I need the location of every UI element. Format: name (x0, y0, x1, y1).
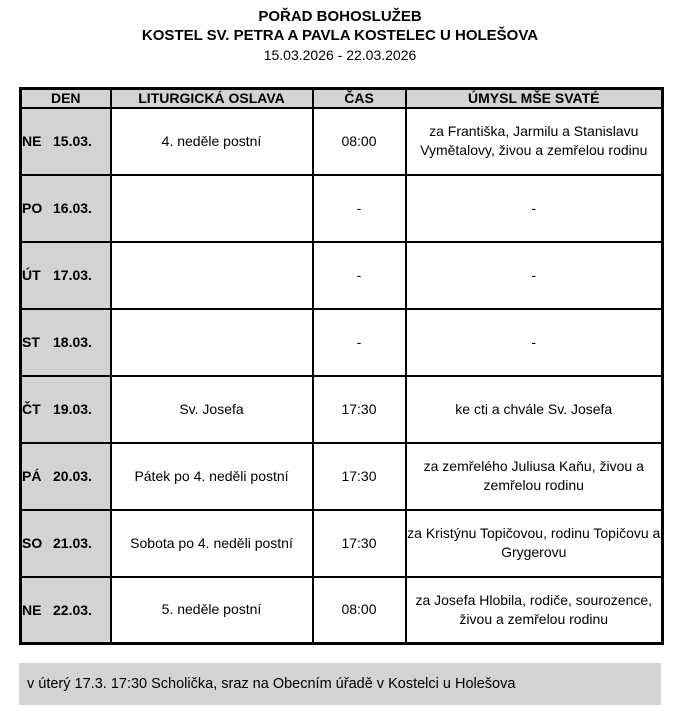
intention-cell: za zemřelého Juliusa Kaňu, živou a zemřelou rodinu (406, 443, 663, 510)
table-row (21, 242, 663, 309)
day-abbr: ČT (22, 401, 41, 417)
celebration-cell (111, 309, 313, 376)
intention-cell: - (406, 242, 663, 309)
day-cell (21, 577, 111, 644)
table-row (21, 175, 663, 242)
intention-cell: - (406, 309, 663, 376)
table-header-row (21, 89, 663, 108)
table-row (21, 577, 663, 644)
day-date: 20.03. (53, 468, 92, 484)
day-date: 19.03. (53, 401, 92, 417)
celebration-cell: Pátek po 4. neděli postní (111, 443, 313, 510)
table-row (21, 309, 663, 376)
celebration-cell: Sv. Josefa (111, 376, 313, 443)
celebration-cell: Sobota po 4. neděli postní (111, 510, 313, 577)
page-title: POŘAD BOHOSLUŽEB (258, 8, 422, 25)
table-row (21, 108, 663, 175)
time-cell: - (313, 242, 406, 309)
column-header-cas: ČAS (313, 89, 406, 108)
table-row (21, 510, 663, 577)
day-abbr: PÁ (22, 468, 42, 484)
day-date: 21.03. (53, 535, 92, 551)
day-cell (21, 376, 111, 443)
day-date: 22.03. (53, 601, 92, 618)
footer-note-text: v úterý 17.3. 17:30 Scholička, sraz na Obecním úřadě v Kostelci u Holešova (27, 676, 516, 692)
day-abbr: SO (22, 535, 43, 551)
intention-cell: za Kristýnu Topičovou, rodinu Topičovu a Grygerovu (406, 510, 663, 577)
day-cell (21, 108, 111, 175)
day-abbr: PO (22, 200, 43, 216)
intention-cell: za Josefa Hlobila, rodiče, sourozence, živou a zemřelou rodinu (406, 577, 663, 644)
day-cell (21, 443, 111, 510)
document-header (0, 0, 680, 65)
celebration-cell (111, 242, 313, 309)
day-cell (21, 510, 111, 577)
day-date: 18.03. (53, 334, 92, 350)
column-header-den: DEN (21, 89, 111, 108)
day-date: 16.03. (53, 200, 92, 216)
time-cell: 08:00 (313, 108, 406, 175)
day-abbr: ST (22, 334, 40, 350)
schedule-table (19, 87, 664, 645)
celebration-cell: 4. neděle postní (111, 108, 313, 175)
footer-note-bar (19, 663, 661, 705)
day-cell (21, 309, 111, 376)
day-abbr: ÚT (22, 267, 41, 283)
time-cell: 17:30 (313, 443, 406, 510)
celebration-cell: 5. neděle postní (111, 577, 313, 644)
time-cell: 17:30 (313, 376, 406, 443)
celebration-cell (111, 175, 313, 242)
date-range: 15.03.2026 - 22.03.2026 (263, 47, 417, 63)
day-date: 15.03. (53, 133, 92, 149)
time-cell: - (313, 175, 406, 242)
time-cell: - (313, 309, 406, 376)
table-row (21, 443, 663, 510)
intention-cell: za Františka, Jarmilu a Stanislavu Vymětalovy, živou a zemřelou rodinu (406, 108, 663, 175)
time-cell: 08:00 (313, 577, 406, 644)
day-abbr: NE (22, 133, 42, 149)
page-subtitle: KOSTEL SV. PETRA A PAVLA KOSTELEC U HOLEŠOVA (141, 27, 539, 44)
day-cell (21, 242, 111, 309)
intention-cell: ke cti a chvále Sv. Josefa (406, 376, 663, 443)
day-abbr: NE (22, 601, 42, 618)
column-header-umysl-mse-svate: ÚMYSL MŠE SVATÉ (406, 89, 663, 108)
table-row (21, 376, 663, 443)
day-date: 17.03. (53, 267, 92, 283)
time-cell: 17:30 (313, 510, 406, 577)
column-header-liturgicka-oslava: LITURGICKÁ OSLAVA (111, 89, 313, 108)
intention-cell: - (406, 175, 663, 242)
day-cell (21, 175, 111, 242)
